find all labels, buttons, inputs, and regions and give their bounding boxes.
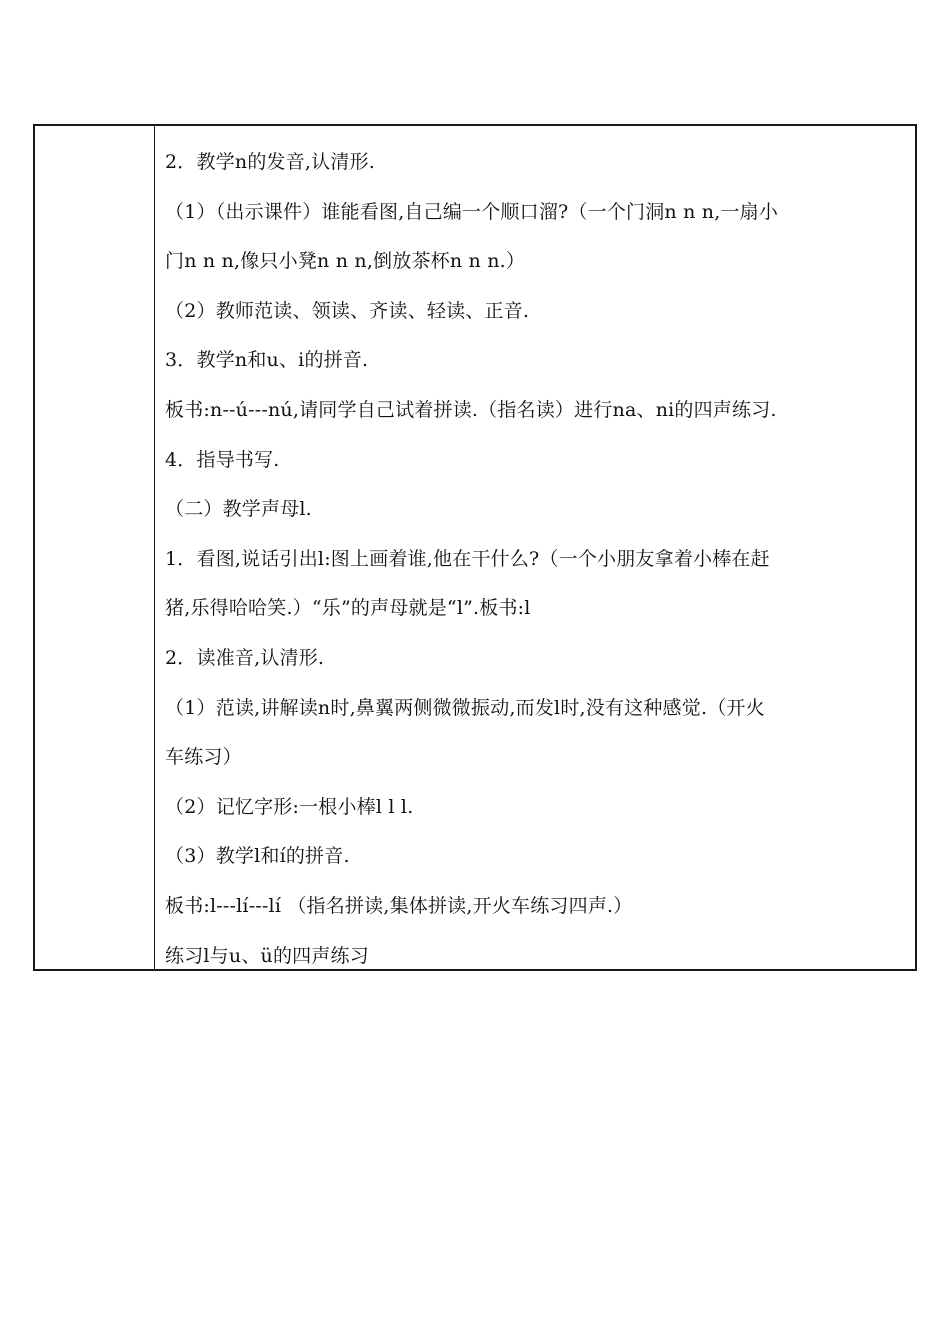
text-line: 门n n n,像只小凳n n n,倒放茶杯n n n.） [165,250,526,273]
text-line: 2．读准音,认清形. [165,646,325,669]
text-line: （1）（出示课件）谁能看图,自己编一个顺口溜?（一个门洞n n n,一扇小 [165,200,779,223]
text-line: 3．教学n和u、i的拼音. [165,349,369,372]
text-line: （3）教学l和í的拼音. [165,845,350,868]
text-line: 车练习） [165,746,242,769]
text-line: 板书:n--ú---nú,请同学自己试着拼读.（指名读）进行na、ni的四声练习. [165,398,777,421]
text-line: 板书:l---lí---lí （指名拼读,集体拼读,开火车练习四声.） [165,894,633,917]
table-content-cell [155,126,915,969]
text-line: （2）教师范读、领读、齐读、轻读、正音. [165,299,530,322]
text-line: 1．看图,说话引出l:图上画着谁,他在干什么?（一个小朋友拿着小棒在赶 [165,547,770,570]
text-line: 2．教学n的发音,认清形. [165,151,376,173]
text-line: 4．指导书写. [165,448,280,471]
text-line: （2）记忆字形:一根小棒l l l. [165,795,414,818]
text-line: （二）教学声母l. [165,498,312,521]
text-line: （1）范读,讲解读n时,鼻翼两侧微微振动,而发l时,没有这种感觉.（开火 [165,696,765,719]
text-line: 练习l与u、ü的四声练习 [165,944,369,967]
lesson-table [33,124,917,971]
table-left-cell [35,126,155,969]
text-line: 猪,乐得哈哈笑.）“乐”的声母就是“l”.板书:l [165,597,531,620]
